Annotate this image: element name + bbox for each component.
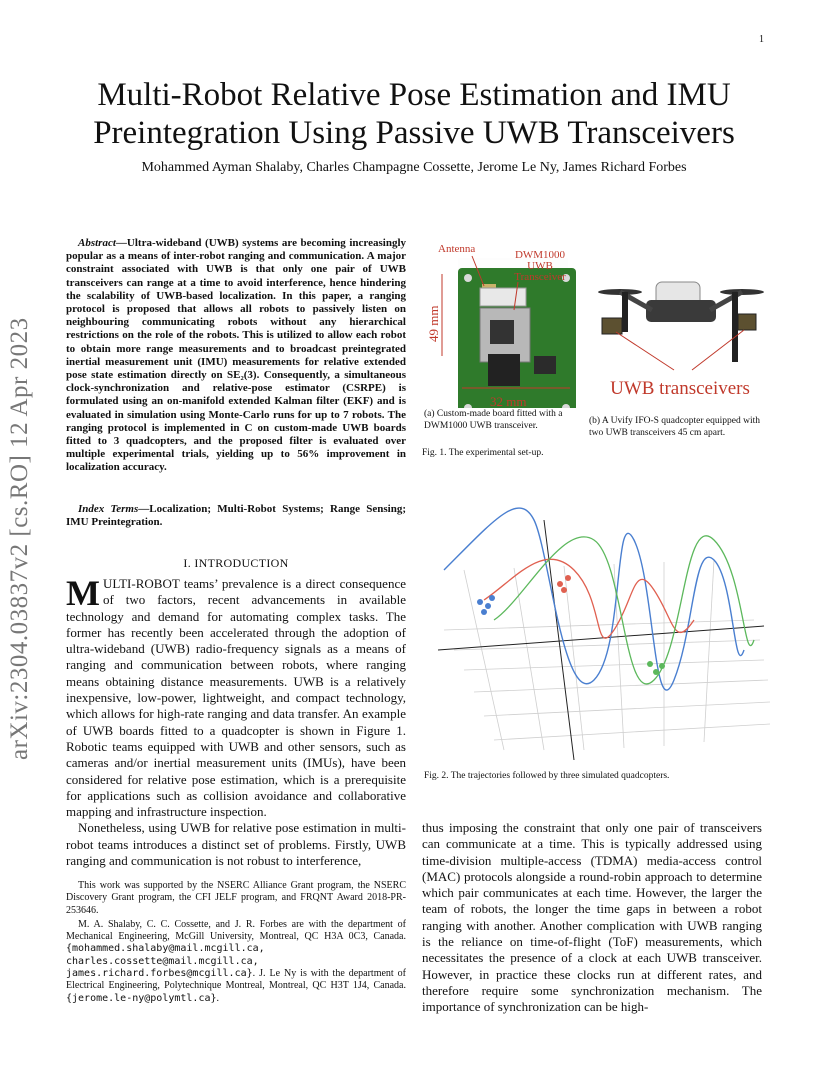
intro-body [66,573,406,869]
intro-paragraph-2: Nonetheless, using UWB for relative pose estimation in multi-robot teams introduces a distinct set of problems. Firstly, UWB ranging and communication is not robust to interference, [66,820,406,869]
footnote-affil-text-2: . J. Le Ny is with the department of Electrical Engineering, Polytechnique Montreal, Montreal, QC H3T 1J4, Canada. [66,968,406,992]
marker [485,603,491,609]
robot-markers-red [557,575,571,593]
arxiv-identifier: arXiv:2304.03837v2 [cs.RO] 12 Apr 2023 [6,317,33,760]
marker [647,661,653,667]
footnote-funding: This work was supported by the NSERC Alliance Grant program, the NSERC Discovery Grant program, the CFI JELF program, and FRQNT Award 2018-PR-253646. [66,880,406,916]
uwb-transceiver-right [738,314,756,330]
plot-axes [438,520,764,760]
antenna-label: Antenna [438,243,476,255]
abstract-lead: Abstract [78,237,116,249]
footnotes [66,880,406,1007]
height-label: 49 mm [426,305,441,342]
marker [489,595,495,601]
pointer-left [616,332,674,370]
marker [477,599,483,605]
section-heading: I. INTRODUCTION [183,556,289,570]
marker [561,587,567,593]
dwm1000-label: DWM1000 [514,249,566,261]
leg-left [622,292,628,332]
quad-body [646,300,716,322]
uwb-label: UWB [527,260,553,272]
marker [557,581,563,587]
figure-1b-quadcopter-photo [592,262,768,412]
index-terms [66,503,406,529]
marker [659,663,665,669]
index-terms-text: —Localization; Multi-Robot Systems; Range Sensing; IMU Preintegration. [66,503,407,529]
marker [481,609,487,615]
connector [534,356,556,374]
trajectory-blue [444,508,744,690]
mount-hole [464,274,472,282]
footnote-affiliations [66,919,406,1005]
footnote-affil-text: M. A. Shalaby, C. C. Cossette, and J. R. Forbes are with the department of Mechanical Engineering, McGill University, Montreal, QC H3A 0C3, Canada. [66,918,406,943]
drop-cap: M [66,573,100,613]
module-chip [490,320,514,344]
uwb-transceivers-label: UWB transceivers [610,378,750,399]
robot-markers-green [647,661,665,675]
leg-right [732,292,738,362]
antenna-region [480,288,526,306]
author-list: Mohammed Ayman Shalaby, Charles Champagne Cossette, Jerome Le Ny, James Richard Forbes [141,160,687,175]
abstract [66,237,406,475]
marker [653,669,659,675]
footnote-email-2: {jerome.le-ny@polymtl.ca} [66,992,217,1004]
paper-title: Multi-Robot Relative Pose Estimation and IMU Preintegration Using Passive UWB Transceivers [93,77,735,151]
figure-2-trajectory-plot [424,480,770,764]
intro-paragraph-1: ULTI-ROBOT teams’ prevalence is a direct consequence of two factors, recent advancements in available technology and demand for automating complex tasks. The former has recently been accelerated through the adoption of ultra-wideband (UWB) radio-frequency signals as a means of ranging and communication between robots, where ranging means obtaining distance measurements. UWB is a relatively inexpensive, low-power, lightweight, and compact technology, which allows for high-rate ranging and data transfer. An example of UWB boards fitted to a quadcopter is shown in Figure 1. Robotic teams equipped with UWB and other sensors, such as cameras and/or inertial measurement units (IMUs), have been considered for relative pose estimation, which is a prerequisite for applications such as collision avoidance and collaborative mapping and infrastructure inspection. [66,576,406,820]
footnote-emails: {mohammed.shalaby@mail.mcgill.ca, charles.cossette@mail.mcgill.ca, james.richard.forbes@mcgill.ca} [66,943,265,980]
figure-1-caption: Fig. 1. The experimental set-up. [422,448,544,458]
uwb-transceiver-left [602,318,622,334]
page-number: 1 [759,34,764,45]
width-label: 32 mm [490,394,527,408]
transceiver-label: Transceiver [514,271,566,283]
marker [565,575,571,581]
index-terms-lead: Index Terms [78,503,139,515]
figure-1a-caption: (a) Custom-made board fitted with a DWM1000 UWB transceiver. [424,409,563,431]
footnote-end: . [216,992,220,1004]
figure-1a-board-photo [422,238,592,408]
right-column-body: thus imposing the constraint that only one pair of transceivers can communicate at a time. This is typically addressed using time-division multiple-access (TDMA) media-access control (MAC) protocols alongside a round-robin approach to determine which pair communicates at each time. However, the larger the team of robots, the longer the time gaps in between a robot ranging with another. Another complication with UWB ranging is the reliance on time-of-flight (ToF) measurements, which necessitates the presence of a clock at each UWB transceiver. However, in practice these clocks run at different rates, and therefore require some synchronization mechanism. The importance of synchronization can be high- [422,820,762,1015]
abstract-text: —Ultra-wideband (UWB) systems are becoming increasingly popular as a means of inter-robot ranging and communication. A major constraint associated with UWB is that only one pair of UWB transceivers can range at a time to avoid interference, hence hindering the scalability of UWB-based localization. In this paper, a ranging protocol is proposed that allows all robots to passively listen on neighbouring communicating robots without any hierarchical restrictions on the role of the robots. This is utilized to allow each robot to obtain more range measurements and to broadcast preintegrated inertial measurement unit (IMU) measurements for relative extended pose state estimation directly on SE₂(3). Consequently, a simultaneous clock-synchronization and relative-pose estimator (CSRPE) is formulated using an on-manifold extended Kalman filter (EKF) and is evaluated in simulation using Monte-Carlo runs for up to 7 robots. The ranging protocol is implemented in C on custom-made UWB boards fitted to 3 quadcopters, and the proposed filter is evaluated over multiple experimental trials, yielding up to 56% improvement in localization accuracy. [66,237,406,474]
mcu-chip [488,354,520,386]
figure-2-caption: Fig. 2. The trajectories followed by three simulated quadcopters. [424,771,670,781]
figure-1b-caption: (b) A Uvify IFO-S quadcopter equipped with two UWB transceivers 45 cm apart. [589,416,760,438]
